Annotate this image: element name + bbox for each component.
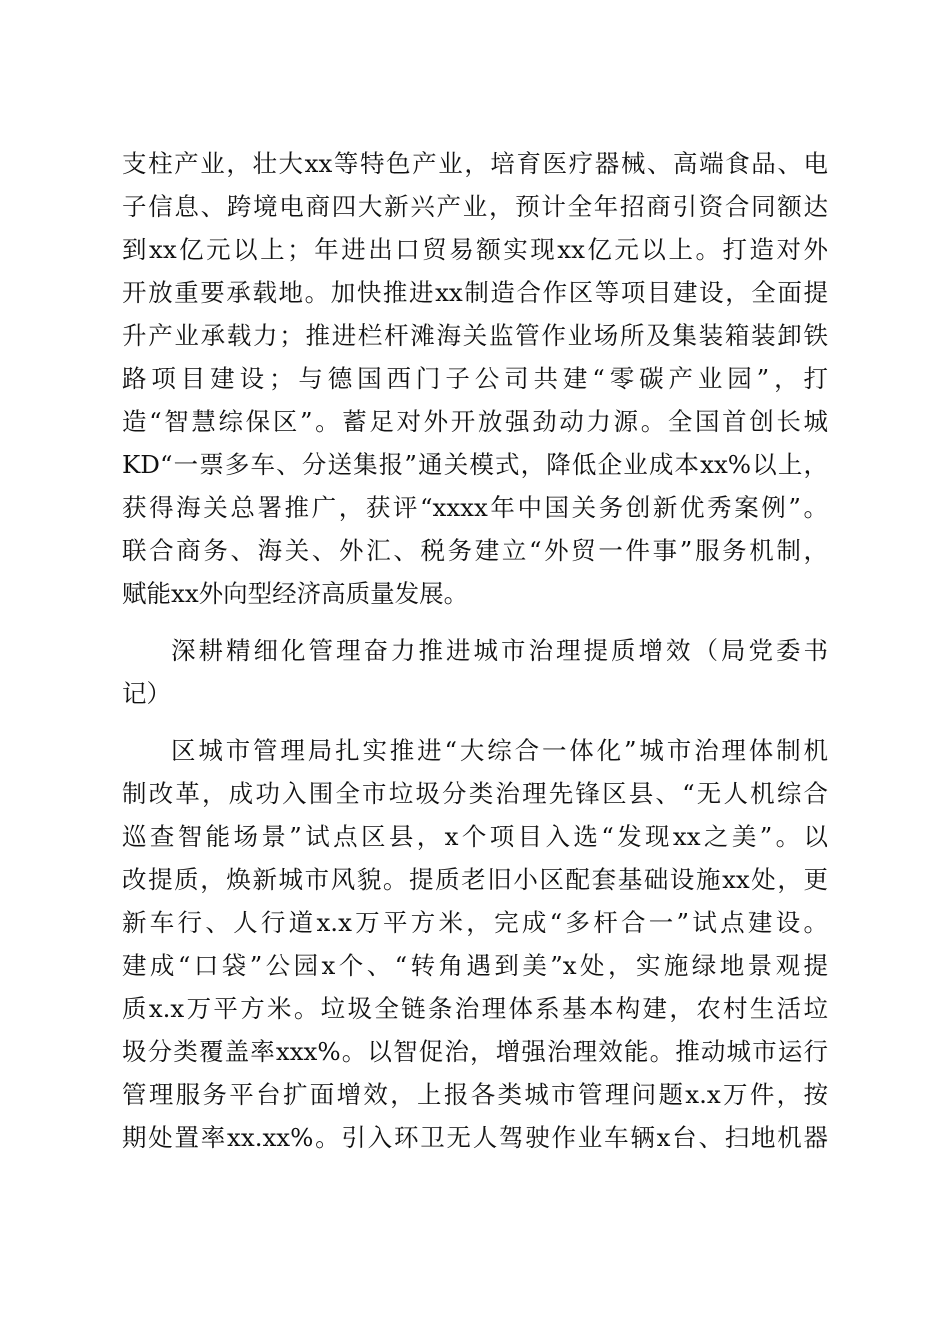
- body-line: 开放重要承载地。加快推进xx制造合作区等项目建设，全面提: [122, 278, 828, 307]
- body-line: 质x.x万平方米。垃圾全链条治理体系基本构建，农村生活垃: [122, 994, 828, 1023]
- body-line: 新车行、人行道x.x万平方米，完成“多杆合一”试点建设。: [122, 908, 828, 937]
- body-line: 区城市管理局扎实推进“大综合一体化”城市治理体制机: [171, 736, 828, 765]
- body-line: 升产业承载力；推进栏杆滩海关监管作业场所及集装箱装卸铁: [122, 321, 828, 350]
- body-line: 到xx亿元以上；年进出口贸易额实现xx亿元以上。打造对外: [122, 235, 828, 264]
- section-heading-line: 深耕精细化管理奋力推进城市治理提质增效（局党委书: [171, 636, 828, 665]
- body-line: 获得海关总署推广，获评“xxxx年中国关务创新优秀案例”。: [122, 493, 828, 522]
- body-line: 建成“口袋”公园x个、“转角遇到美”x处，实施绿地景观提: [122, 951, 828, 980]
- body-line: 路项目建设；与德国西门子公司共建“零碳产业园”，打: [122, 364, 828, 393]
- body-line: 期处置率xx.xx%。引入环卫无人驾驶作业车辆x台、扫地机器: [122, 1123, 828, 1152]
- body-line: 制改革，成功入围全市垃圾分类治理先锋区县、“无人机综合: [122, 779, 828, 808]
- body-line: 改提质，焕新城市风貌。提质老旧小区配套基础设施xx处，更: [122, 865, 828, 894]
- body-line: 管理服务平台扩面增效，上报各类城市管理问题x.x万件，按: [122, 1080, 828, 1109]
- body-line: 子信息、跨境电商四大新兴产业，预计全年招商引资合同额达: [122, 192, 828, 221]
- body-line: 圾分类覆盖率xxx%。以智促治，增强治理效能。推动城市运行: [122, 1037, 828, 1066]
- body-line: KD“一票多车、分送集报”通关模式，降低企业成本xx%以上，: [122, 450, 828, 479]
- body-line: 赋能xx外向型经济高质量发展。: [122, 579, 469, 608]
- body-line: 造“智慧综保区”。蓄足对外开放强劲动力源。全国首创长城: [122, 407, 828, 436]
- body-line: 巡查智能场景”试点区县，x个项目入选“发现xx之美”。以: [122, 822, 828, 851]
- section-heading-line: 记）: [122, 679, 171, 708]
- body-line: 支柱产业，壮大xx等特色产业，培育医疗器械、高端食品、电: [122, 149, 828, 178]
- body-line: 联合商务、海关、外汇、税务建立“外贸一件事”服务机制，: [122, 536, 828, 565]
